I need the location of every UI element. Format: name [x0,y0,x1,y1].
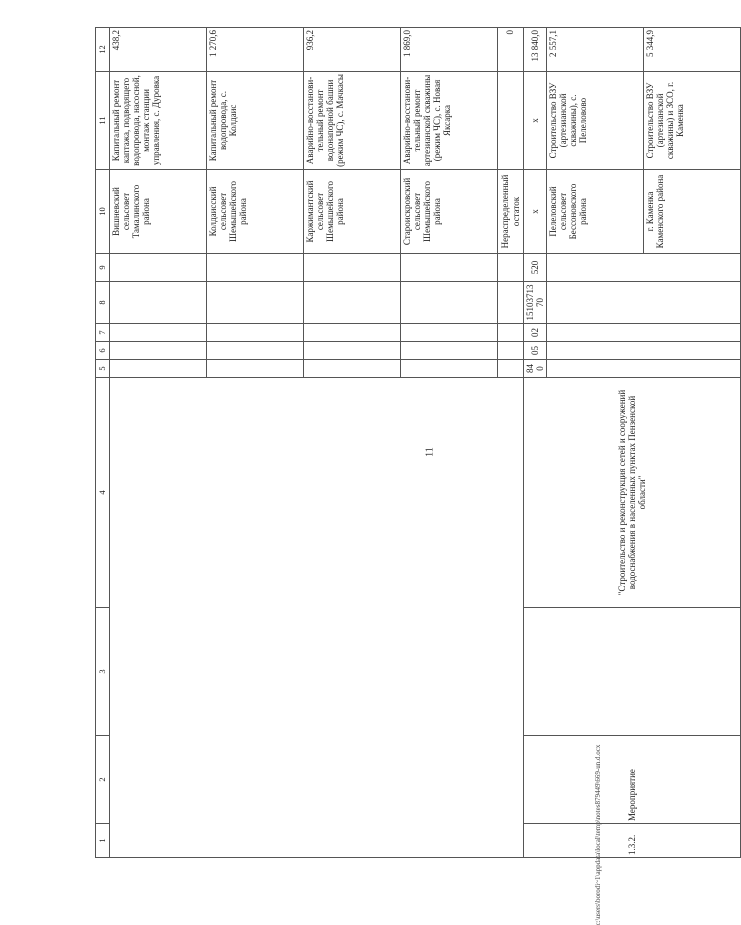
municipality-cell: г. Каменка Каменского района [644,170,741,254]
municipality-cell: Пелеловский сельсовет Бессоновского района [547,170,644,254]
page-number: 11 [424,447,436,457]
measure-type: Мероприятие [524,736,741,824]
col-header-11: 11 [96,72,110,170]
work-description-cell: Капитальный ремонт водопровода, с. Колдаис [207,72,304,170]
amount-cell: 936,2 [304,28,401,72]
amount-cell: 1 270,6 [207,28,304,72]
col-header-9: 9 [96,254,110,282]
col-header-6: 6 [96,342,110,360]
col-header-1: 1 [96,824,110,858]
work-description-cell: Строительство ВЗУ (артезианской скважины) и ЗСО, г. Каменка [644,72,741,170]
measure-number: 1.3.2. [524,824,741,858]
col-header-10: 10 [96,170,110,254]
municipality-cell: Вишневский сельсовет Тамалинского района [110,170,207,254]
measure-blank [524,608,741,736]
amount-cell: 0 [498,28,524,72]
col-header-12: 12 [96,28,110,72]
work-description-cell: Строительство ВЗУ (артезианской скважины), с. Пелеловово [547,72,644,170]
table-row [110,28,207,858]
amount-cell: 438,2 [110,28,207,72]
col-header-8: 8 [96,282,110,324]
work-description-cell: х [524,72,547,170]
col-header-2: 2 [96,736,110,824]
col-header-3: 3 [96,608,110,736]
municipality-cell: Нераспределенный остаток [498,170,524,254]
header-row [96,28,110,858]
code-6: 05 [524,342,547,360]
measure-title: "Строительство и реконструкция сетей и сооружений водоснабжения в населенных пунктах Пензенской области" [524,378,741,608]
amount-cell: 5 344,9 [644,28,741,72]
work-description-cell: Аварийно-восстанови-тельный ремонт водонапорной башни (режим ЧС), с. Мачкасы [304,72,401,170]
code-5: 840 [524,360,547,378]
col-header-7: 7 [96,324,110,342]
municipality-cell: Колдаисский сельсовет Шемышейского района [207,170,304,254]
col-header-4: 4 [96,378,110,608]
municipality-cell: Староискровский сельсовет Шемышейского района [401,170,498,254]
code-7: 02 [524,324,547,342]
budget-table [95,27,741,858]
code-9: 520 [524,254,547,282]
amount-cell: 1 869,0 [401,28,498,72]
merged-blank-cell [110,378,524,858]
work-description-cell [498,72,524,170]
code-8: 1510371370 [524,282,547,324]
measure-row [524,28,547,858]
work-description-cell: Аварийно-восстанови-тельный ремонт артезианской скважины (режим ЧС), с. Новая Яксарка [401,72,498,170]
municipality-cell: х [524,170,547,254]
col-header-5: 5 [96,360,110,378]
municipality-cell: Каржимантский сельсовет Шемышейского района [304,170,401,254]
work-description-cell: Капитальный ремонт каптажа, подводящего водопровода, насосной, монтаж станции управления, с. Дуровка [110,72,207,170]
amount-total-cell: 13 840,0 [524,28,547,72]
amount-cell: 2 557,1 [547,28,644,72]
file-path-footer: c:\users\borodi~1\appdata\local\temp\notes879449\669-un.d.ocx [594,744,602,925]
